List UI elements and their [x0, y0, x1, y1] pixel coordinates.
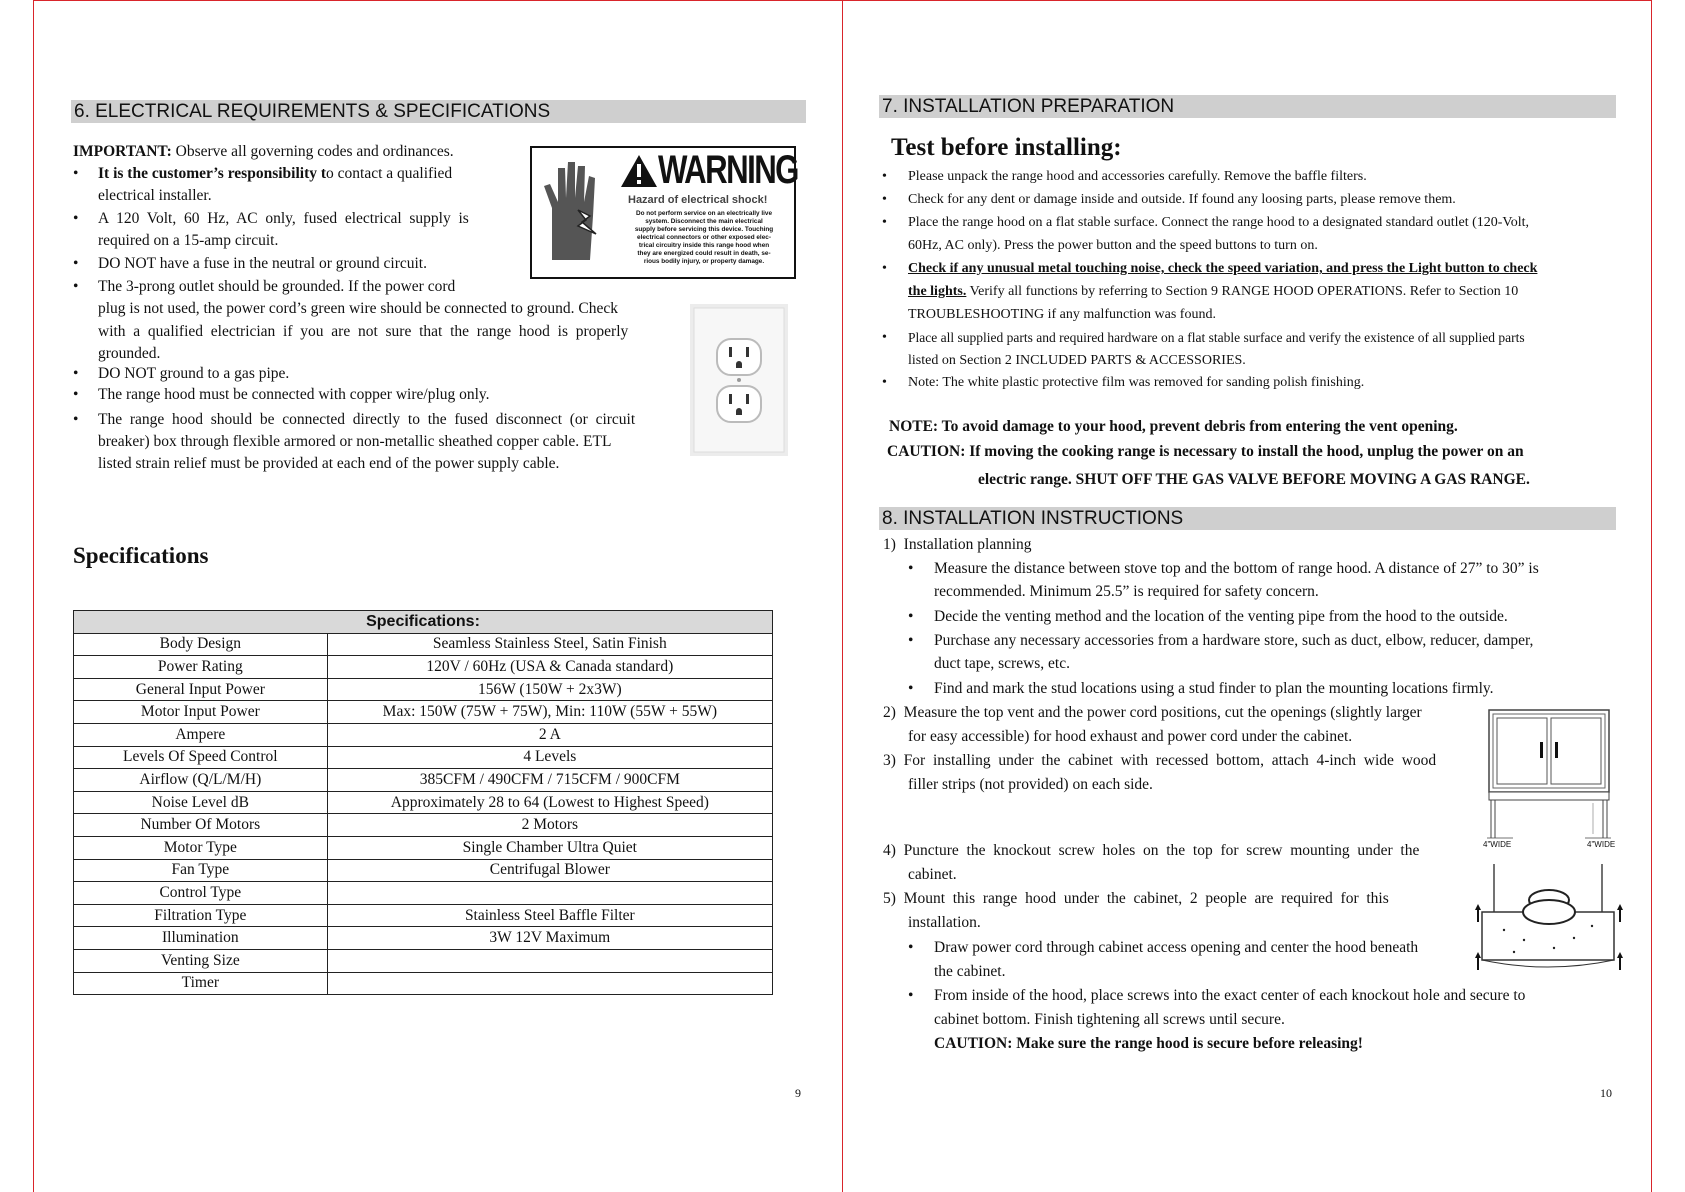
bullet-supply-line1: A 120 Volt, 60 Hz, AC only, fused electrical supply is — [98, 210, 469, 227]
spec-value-cell: Seamless Stainless Steel, Satin Finish — [327, 633, 772, 656]
page-divider — [842, 0, 843, 1192]
step-1-purchase-line1: Purchase any necessary accessories from a hardware store, such as duct, elbow, reducer, damper, — [934, 632, 1534, 649]
section-8-title: 8. INSTALLATION INSTRUCTIONS — [879, 507, 1616, 530]
spec-label-cell: Noise Level dB — [74, 791, 328, 814]
step-1-purchase-line2: duct tape, screws, etc. — [934, 655, 1070, 672]
page-number-left: 9 — [795, 1086, 801, 1100]
bullet-dot: • — [908, 987, 914, 1004]
table-row — [74, 678, 773, 701]
step-4-line1: 4) Puncture the knockout screw holes on the top for screw mounting under the — [883, 842, 1420, 859]
bullet-dot: • — [73, 210, 79, 227]
step-5-screws-line1: From inside of the hood, place screws into the exact center of each knockout hole and secure to — [934, 987, 1526, 1004]
spec-value-cell: 2 Motors — [327, 814, 772, 837]
bullet-dot: • — [908, 560, 914, 577]
prep-film-note: Note: The white plastic protective film was removed for sanding polish finishing. — [908, 375, 1365, 390]
spec-value-cell: 4 Levels — [327, 746, 772, 769]
bullet-disconnect-line1: The range hood should be connected directly to the fused disconnect (or circuit — [98, 411, 636, 428]
bullet-disconnect-line3: listed strain relief must be provided at each end of the power supply cable. — [98, 455, 560, 472]
prep-check-lights: the lights. — [908, 284, 967, 299]
table-row — [74, 723, 773, 746]
step-5-caution: CAUTION: Make sure the range hood is secure before releasing! — [934, 1035, 1363, 1052]
step-3-line1: 3) For installing under the cabinet with recessed bottom, attach 4-inch wide wood — [883, 752, 1437, 769]
table-row — [74, 927, 773, 950]
warning-body-line: Do not perform service on an electrically live — [635, 210, 773, 217]
table-header: Specifications: — [74, 611, 773, 634]
warning-body-line: they are energized could result in death, se- — [637, 250, 771, 257]
table-row — [74, 972, 773, 995]
bullet-dot: • — [73, 255, 79, 272]
bullet-disconnect-line2: breaker) box through flexible armored or non-metallic sheathed copper cable. ETL — [98, 433, 612, 450]
spec-value-cell: Approximately 28 to 64 (Lowest to Highest Speed) — [327, 791, 772, 814]
table-body — [74, 633, 773, 995]
spec-value-cell: 2 A — [327, 723, 772, 746]
spec-label-cell: Ampere — [74, 723, 328, 746]
table-row — [74, 769, 773, 792]
spec-value-cell: 385CFM / 490CFM / 715CFM / 900CFM — [327, 769, 772, 792]
bullet-grounded-line4: grounded. — [98, 345, 161, 362]
page-border-right — [1651, 0, 1652, 1192]
warning-sign — [530, 146, 796, 279]
warning-subtitle: Hazard of electrical shock! — [628, 194, 768, 206]
spec-label-cell: Illumination — [74, 927, 328, 950]
bullet-dot: • — [882, 169, 887, 184]
section-7-title: 7. INSTALLATION PREPARATION — [879, 95, 1616, 118]
spec-label-cell: Motor Input Power — [74, 701, 328, 724]
bullet-responsibility-line2: electrical installer. — [98, 187, 212, 204]
warning-body-line: electrical connectors or other exposed elec- — [637, 234, 771, 241]
warning-body — [618, 210, 790, 266]
step-1-venting: Decide the venting method and the location of the venting pipe from the hood to the outside. — [934, 608, 1508, 625]
spec-value-cell — [327, 949, 772, 972]
spec-value-cell — [327, 882, 772, 905]
spec-value-cell: Max: 150W (75W + 75W), Min: 110W (55W + 55W) — [327, 701, 772, 724]
warning-body-line: trical circuitry inside this range hood when — [638, 242, 770, 249]
specifications-table — [73, 610, 773, 995]
bullet-dot: • — [882, 192, 887, 207]
hand-shock-icon — [538, 156, 608, 268]
step-4-line2: cabinet. — [908, 866, 957, 883]
spec-label-cell: Control Type — [74, 882, 328, 905]
bullet-dot: • — [882, 330, 887, 345]
spec-value-cell: Single Chamber Ultra Quiet — [327, 836, 772, 859]
page-border-top — [33, 0, 1652, 1]
prep-place-line2: 60Hz, AC only). Press the power button and the speed buttons to turn on. — [908, 238, 1318, 253]
caution-line2: electric range. SHUT OFF THE GAS VALVE BEFORE MOVING A GAS RANGE. — [978, 471, 1530, 488]
spec-label-cell: Number Of Motors — [74, 814, 328, 837]
table-row — [74, 633, 773, 656]
table-row — [74, 814, 773, 837]
prep-verify: Verify all functions by referring to Section 9 RANGE HOOD OPERATIONS. Refer to Section 10 — [966, 284, 1519, 299]
spec-label-cell: Airflow (Q/L/M/H) — [74, 769, 328, 792]
table-row — [74, 746, 773, 769]
bullet-grounded-line2: plug is not used, the power cord’s green wire should be connected to ground. Check — [98, 300, 618, 317]
bullet-dot: • — [73, 365, 79, 382]
outlet-image — [690, 304, 788, 456]
step-1: 1) Installation planning — [883, 536, 1032, 553]
diagram-label-left: 4"WIDE — [1483, 840, 1512, 849]
bullet-dot: • — [73, 386, 79, 403]
bullet-dot: • — [908, 680, 914, 697]
bullet-responsibility-bold: It is the customer’s responsibility t — [98, 165, 327, 182]
step-5-cord-line2: the cabinet. — [934, 963, 1006, 980]
table-row — [74, 882, 773, 905]
bullet-dot: • — [882, 261, 887, 276]
bullet-dot: • — [908, 608, 914, 625]
table-row — [74, 791, 773, 814]
bullet-dot: • — [882, 375, 887, 390]
step-3-line2: filler strips (not provided) on each side. — [908, 776, 1153, 793]
spec-label-cell: Fan Type — [74, 859, 328, 882]
spec-value-cell: 156W (150W + 2x3W) — [327, 678, 772, 701]
prep-unpack: Please unpack the range hood and accessories carefully. Remove the baffle filters. — [908, 169, 1367, 184]
warning-body-line: system. Disconnect the main electrical — [645, 218, 763, 225]
prep-place-line1: Place the range hood on a flat stable surface. Connect the range hood to a designated standard outlet (120-Volt, — [908, 215, 1529, 230]
spec-value-cell: Centrifugal Blower — [327, 859, 772, 882]
step-5-cord-line1: Draw power cord through cabinet access opening and center the hood beneath — [934, 939, 1419, 956]
bullet-dot: • — [908, 632, 914, 649]
spec-label-cell: Power Rating — [74, 656, 328, 679]
bullet-dot: • — [908, 939, 914, 956]
bullet-copper: The range hood must be connected with copper wire/plug only. — [98, 386, 490, 403]
bullet-grounded-line3: with a qualified electrician if you are not sure that the range hood is properly — [98, 323, 629, 340]
hood-mount-diagram — [1474, 860, 1624, 980]
prep-supplied-line1: Place all supplied parts and required hardware on a flat stable surface and verify the existence of all supplied parts — [908, 330, 1525, 345]
step-5-line1: 5) Mount this range hood under the cabinet, 2 people are required for this — [883, 890, 1389, 907]
prep-check-noise-line1: Check if any unusual metal touching noise, check the speed variation, and press the Light button to check — [908, 261, 1538, 276]
spec-label-cell: General Input Power — [74, 678, 328, 701]
step-1-distance-line1: Measure the distance between stove top and the bottom of range hood. A distance of 27” to 30” is — [934, 560, 1539, 577]
warning-body-line: supply before servicing this device. Touching — [634, 226, 774, 233]
prep-check-noise-line2 — [908, 281, 1518, 304]
bullet-dot: • — [73, 278, 79, 295]
table-row — [74, 949, 773, 972]
bullet-dot: • — [882, 215, 887, 230]
bullet-supply-line2: required on a 15-amp circuit. — [98, 232, 279, 249]
step-1-studs: Find and mark the stud locations using a stud finder to plan the mounting locations firmly. — [934, 680, 1494, 697]
warning-body-line: rious bodily injury, or property damage. — [643, 258, 765, 265]
bullet-gas-pipe: DO NOT ground to a gas pipe. — [98, 365, 290, 382]
specifications-heading: Specifications — [73, 543, 209, 568]
important-label: IMPORTANT: — [73, 143, 172, 160]
table-row — [74, 904, 773, 927]
prep-troubleshooting: TROUBLESHOOTING if any malfunction was found. — [908, 307, 1216, 322]
diagram-label-right: 4"WIDE — [1587, 840, 1616, 849]
warning-title: WARNING — [658, 148, 798, 192]
test-heading: Test before installing: — [891, 134, 1122, 161]
caution-line1: CAUTION: If moving the cooking range is necessary to install the hood, unplug the power on an — [887, 443, 1524, 460]
table-row — [74, 859, 773, 882]
spec-value-cell — [327, 972, 772, 995]
bullet-responsibility — [98, 163, 452, 185]
step-5-line2: installation. — [908, 914, 981, 931]
section-6-title: 6. ELECTRICAL REQUIREMENTS & SPECIFICATIONS — [71, 100, 806, 123]
step-2-line1: 2) Measure the top vent and the power cord positions, cut the openings (slightly larger — [883, 704, 1422, 721]
prep-check-dent: Check for any dent or damage inside and outside. If found any loosing parts, please remove them. — [908, 192, 1456, 207]
important-note — [73, 141, 454, 163]
spec-value-cell: Stainless Steel Baffle Filter — [327, 904, 772, 927]
important-text: Observe all governing codes and ordinances. — [171, 143, 454, 160]
note-debris: NOTE: To avoid damage to your hood, prevent debris from entering the vent opening. — [889, 418, 1458, 435]
page-number-right: 10 — [1600, 1086, 1612, 1100]
bullet-responsibility-rest: o contact a qualified — [326, 165, 453, 182]
page-border-left — [33, 0, 34, 1192]
cabinet-filler-diagram — [1483, 708, 1615, 858]
bullet-grounded-line1: The 3-prong outlet should be grounded. If the power cord — [98, 278, 456, 295]
step-1-distance-line2: recommended. Minimum 25.5” is required for safety concern. — [934, 583, 1319, 600]
bullet-fuse: DO NOT have a fuse in the neutral or ground circuit. — [98, 255, 427, 272]
step-5-screws-line2: cabinet bottom. Finish tightening all screws until secure. — [934, 1011, 1285, 1028]
table-row — [74, 836, 773, 859]
step-2-line2: for easy accessible) for hood exhaust and power cord under the cabinet. — [908, 728, 1353, 745]
bullet-dot: • — [73, 411, 79, 428]
spec-value-cell: 3W 12V Maximum — [327, 927, 772, 950]
bullet-dot: • — [73, 165, 79, 182]
spec-label-cell: Body Design — [74, 633, 328, 656]
spec-label-cell: Levels Of Speed Control — [74, 746, 328, 769]
table-row — [74, 656, 773, 679]
warning-triangle-icon — [620, 154, 658, 188]
spec-value-cell: 120V / 60Hz (USA & Canada standard) — [327, 656, 772, 679]
spec-label-cell: Filtration Type — [74, 904, 328, 927]
spec-label-cell: Venting Size — [74, 949, 328, 972]
spec-label-cell: Timer — [74, 972, 328, 995]
spec-label-cell: Motor Type — [74, 836, 328, 859]
table-row — [74, 701, 773, 724]
prep-supplied-line2: listed on Section 2 INCLUDED PARTS & ACCESSORIES. — [908, 353, 1246, 368]
